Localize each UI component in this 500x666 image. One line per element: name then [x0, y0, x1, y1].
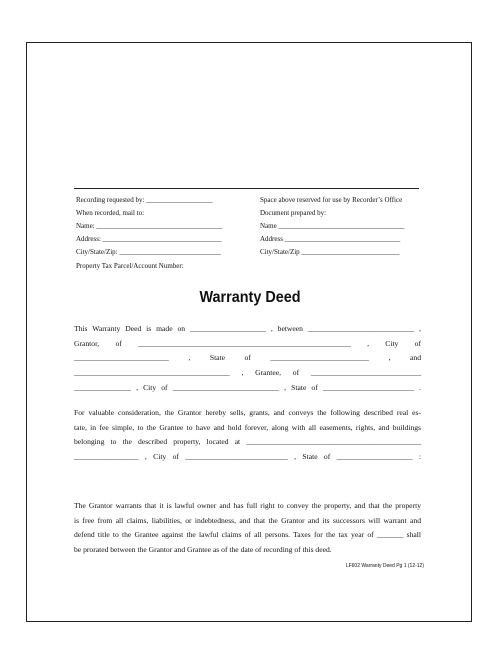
form-footer: LF602 Warranty Deed Pg 1 (12-12)	[345, 563, 424, 569]
parties-line: This Warranty Deed is made on ____________________ , between ____________________________ ,	[74, 324, 421, 333]
parties-line: _________________________________________ , Grantee, of _____________________________	[74, 368, 421, 378]
mail-to-address-line: Address: __________________________________	[76, 235, 222, 243]
prepared-by-label: Document prepared by:	[260, 209, 327, 217]
conveyance-line: belonging to the described property, located at ______________________________________________	[74, 437, 421, 447]
mail-to-name-line: Name: ____________________________________	[76, 222, 223, 230]
tax-parcel-label: Property Tax Parcel/Account Number:	[76, 262, 184, 270]
conveyance-line: _________________ , City of ___________________________ , State of ____________________ :	[74, 452, 421, 462]
parties-paragraph	[74, 322, 421, 396]
mail-to-label: When recorded, mail to:	[76, 209, 145, 217]
recording-requested-by-line: Recording requested by: ___________________	[76, 196, 213, 204]
parties-line: Grantor, of ________________________________________________________ , City of	[74, 338, 421, 348]
conveyance-line: tate, in fee simple, to the Grantee to have and hold forever, along with all easements, rights, and buildings	[74, 422, 421, 432]
warranty-line: is free from all claims, liabilities, or indebtedness, and that the Grantor and its successors will warrant and	[74, 515, 421, 525]
warranty-line: The Grantor warrants that it is lawful owner and has full right to convey the property, and that the property	[74, 501, 421, 510]
warranty-paragraph	[74, 499, 421, 558]
document-title: Warranty Deed	[199, 289, 301, 306]
conveyance-paragraph	[74, 406, 421, 465]
prepared-by-city-line: City/State/Zip ____________________________	[260, 248, 400, 256]
warranty-line: be prorated between the Grantor and Grantee as of the date of recording of this deed.	[74, 545, 332, 555]
recorder-space-note: Space above reserved for use by Recorder’s Office	[260, 196, 403, 204]
parties-line: _______________ , City of ____________________________ , State of ________________________ .	[74, 382, 421, 392]
recorder-divider	[74, 188, 419, 189]
warranty-line: defend title to the Grantee against the lawful claims of all persons. Taxes for the tax year of _______ shall	[74, 530, 421, 540]
mail-to-city-line: City/State/Zip: _____________________________	[76, 248, 221, 256]
parties-line: _________________________ , State of __________________________ , and	[74, 353, 421, 363]
conveyance-line: For valuable consideration, the Grantor hereby sells, grants, and conveys the following described real es-	[74, 408, 421, 417]
prepared-by-name-line: Name ____________________________________	[260, 222, 405, 230]
prepared-by-address-line: Address _________________________________	[260, 235, 401, 243]
